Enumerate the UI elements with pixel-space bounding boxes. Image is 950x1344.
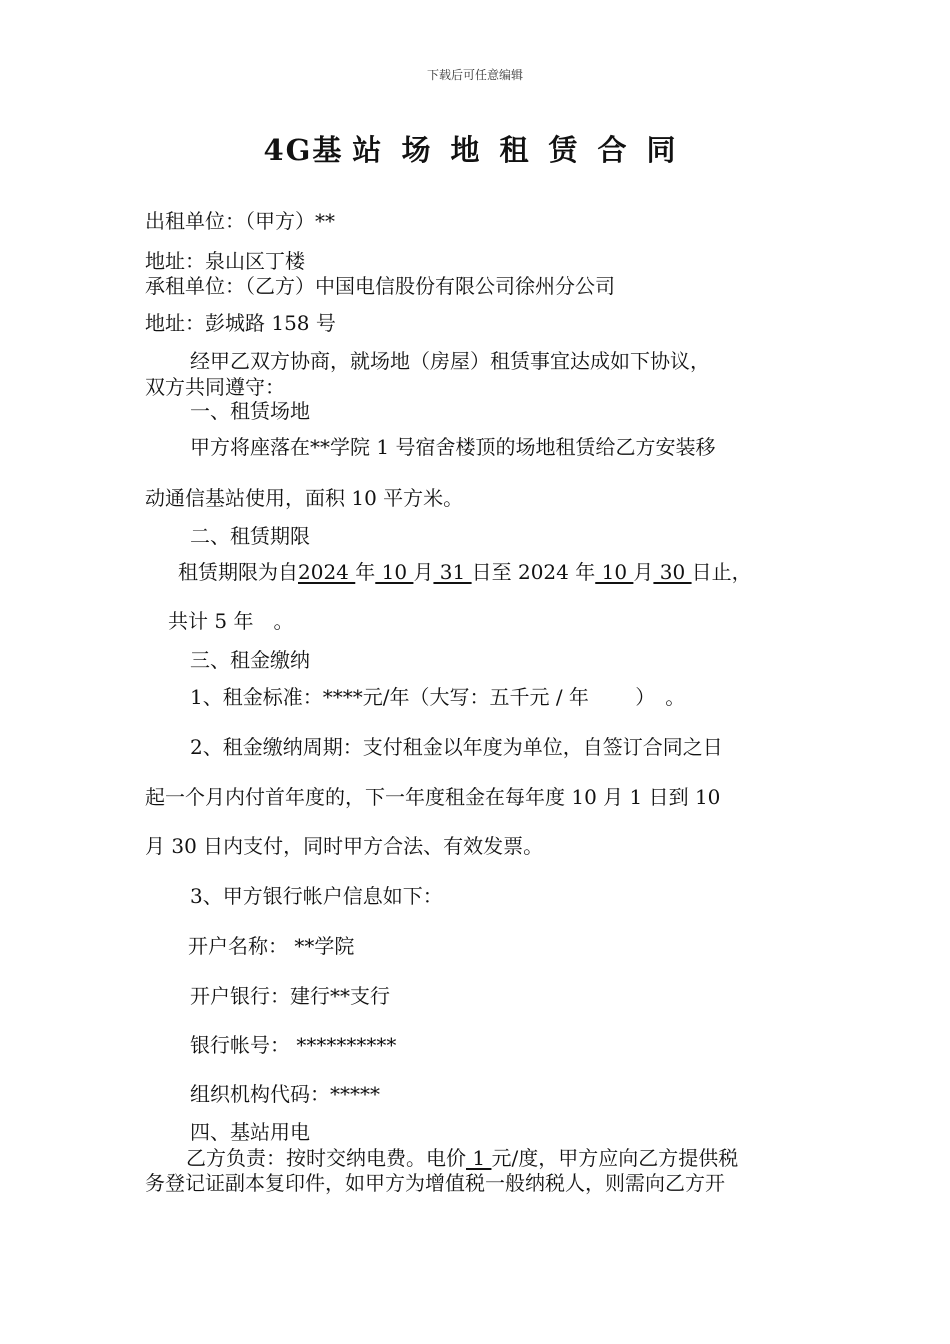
intro-line-1: 经甲乙双方协商，就场地（房屋）租赁事宜达成如下协议， <box>190 349 710 373</box>
bank-name: 开户银行：建行**支行 <box>190 984 390 1008</box>
electricity-price: 1 <box>466 1146 492 1170</box>
lessee-address: 地址：彭城路 158 号 <box>145 311 336 335</box>
lease-term-line <box>178 559 752 585</box>
rent-period-line-1: 2、租金缴纳周期：支付租金以年度为单位，自签订合同之日 <box>190 735 723 759</box>
section-heading: 三、租金缴纳 <box>190 648 310 672</box>
start-month: 10 <box>375 560 414 584</box>
electricity-text: 元/度，甲方应向乙方提供税 <box>491 1146 739 1170</box>
lessor-label: 出租单位：（甲方）** <box>145 209 335 233</box>
title-prefix: 4G <box>263 133 313 167</box>
title-char: 基 <box>312 133 344 167</box>
electricity-line-2: 务登记证副本复印件，如甲方为增值税一般纳税人，则需向乙方开 <box>145 1171 725 1195</box>
section-heading: 一、租赁场地 <box>190 399 310 423</box>
lease-term-text: 年 <box>355 560 376 584</box>
rent-period-line-3: 月 30 日内支付，同时甲方合法、有效发票。 <box>145 834 544 858</box>
section1-line-2: 动通信基站使用，面积 10 平方米。 <box>145 486 464 510</box>
rent-standard: 1、租金标准：****元/年（大写：五千元 / 年 ） 。 <box>190 685 686 709</box>
lease-total: 共计 5 年 。 <box>168 609 294 633</box>
lease-term-text: 日止， <box>691 560 752 584</box>
start-year: 2024 <box>298 560 356 584</box>
electricity-text: 乙方负责：按时交纳电费。电价 <box>186 1146 466 1170</box>
lessor-address: 地址：泉山区丁楼 <box>145 249 305 273</box>
org-code: 组织机构代码：***** <box>190 1082 380 1106</box>
account-name: 开户名称： **学院 <box>188 934 355 958</box>
lease-term-text: 日至 2024 年 <box>471 560 596 584</box>
title-char: 同 <box>646 133 678 167</box>
intro-line-2: 双方共同遵守： <box>145 375 285 399</box>
title-char: 站 <box>352 133 384 167</box>
title-char: 合 <box>597 133 629 167</box>
electricity-line-1 <box>186 1145 738 1171</box>
lessee-label: 承租单位：（乙方）中国电信股份有限公司徐州分公司 <box>145 274 615 298</box>
title-char: 场 <box>401 133 433 167</box>
header-note: 下载后可任意编辑 <box>426 68 523 82</box>
title-char: 地 <box>450 133 482 167</box>
title-char: 租 <box>499 133 531 167</box>
section-heading: 四、基站用电 <box>190 1120 310 1144</box>
start-day: 31 <box>433 560 472 584</box>
lease-term-text: 月 <box>633 560 654 584</box>
end-day: 30 <box>653 560 692 584</box>
lease-term-text: 月 <box>413 560 434 584</box>
title-char: 赁 <box>548 133 580 167</box>
document-title <box>0 128 950 169</box>
section-heading: 二、租赁期限 <box>190 524 310 548</box>
lease-term-text: 租赁期限为自 <box>178 560 298 584</box>
account-number: 银行帐号： ********** <box>190 1033 397 1057</box>
section1-line-1: 甲方将座落在**学院 1 号宿舍楼顶的场地租赁给乙方安装移 <box>190 435 716 459</box>
end-month: 10 <box>595 560 634 584</box>
bank-intro: 3、甲方银行帐户信息如下： <box>190 884 443 908</box>
rent-period-line-2: 起一个月内付首年度的，下一年度租金在每年度 10 月 1 日到 10 <box>145 785 721 809</box>
